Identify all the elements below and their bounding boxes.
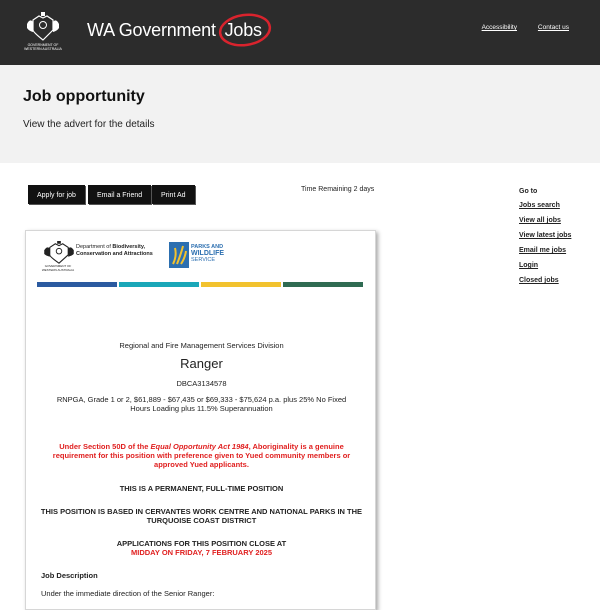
crest-caption: GOVERNMENT OF WESTERN AUSTRALIA <box>24 43 62 51</box>
site-header <box>0 0 600 65</box>
sidenav-item-login[interactable]: Login <box>519 262 539 269</box>
dept-name-bold: Biodiversity, <box>112 244 145 250</box>
color-bar-green <box>283 282 363 287</box>
advert-classification: RNPGA, Grade 1 or 2, $61,889 - $67,435 or $69,333 - $75,624 p.a. plus 25% No Fixed Hours Loading plus 11.5% Superannuation <box>56 395 347 413</box>
eeo-act-name: Equal Opportunity Act 1984 <box>150 442 249 451</box>
brand-color-bars <box>37 282 363 287</box>
eeo-part2: , Aboriginality is a genuine requirement for this position with preference given to Yued community members or approved Yued applicants. <box>52 442 351 469</box>
color-bar-yellow <box>201 282 281 287</box>
brand-jobs <box>225 20 262 41</box>
sidenav-item-view-latest-jobs[interactable]: View latest jobs <box>519 232 572 239</box>
page-subtitle: View the advert for the details <box>23 119 155 130</box>
page-hero <box>0 65 600 163</box>
goto-sidenav <box>519 188 594 292</box>
advert-eeo-statement <box>40 442 363 469</box>
color-bar-teal <box>119 282 199 287</box>
advert-position-title: Ranger <box>180 356 223 371</box>
apply-for-job-button[interactable]: Apply for job <box>28 185 85 204</box>
dept-name-line2: Conservation and Attractions <box>76 251 153 257</box>
advert-permanent-notice: THIS IS A PERMANENT, FULL-TIME POSITION <box>119 484 284 493</box>
wa-government-crest-logo[interactable] <box>24 12 62 52</box>
pws-line2: WILDLIFE <box>191 250 225 257</box>
color-bar-blue <box>37 282 117 287</box>
sidenav-item-email-me-jobs[interactable]: Email me jobs <box>519 247 567 254</box>
brand-main-text: WA Government <box>87 20 216 40</box>
parks-wildlife-text <box>191 244 224 263</box>
parks-wildlife-logo <box>169 242 239 268</box>
email-a-friend-button[interactable]: Email a Friend <box>88 185 151 204</box>
site-brand[interactable] <box>87 20 262 41</box>
advert-close-heading: APPLICATIONS FOR THIS POSITION CLOSE AT <box>116 539 287 548</box>
print-ad-button[interactable]: Print Ad <box>152 185 195 204</box>
contact-us-link[interactable]: Contact us <box>537 24 569 31</box>
sidenav-item-jobs-search[interactable]: Jobs search <box>519 202 560 209</box>
job-description-heading: Job Description <box>41 571 98 580</box>
dept-crest-caption: GOVERNMENT OF WESTERN AUSTRALIA <box>41 264 75 272</box>
pws-line3: SERVICE <box>191 257 216 263</box>
brand-jobs-text: Jobs <box>224 20 262 40</box>
pws-line1: PARKS AND <box>191 244 224 250</box>
time-remaining: Time Remaining 2 days <box>301 186 375 193</box>
crest-icon <box>24 12 62 42</box>
eeo-part1: Under Section 50D of the <box>59 442 151 451</box>
advert-division: Regional and Fire Management Services Division <box>119 341 284 350</box>
advert-location: THIS POSITION IS BASED IN CERVANTES WORK CENTRE AND NATIONAL PARKS IN THE TURQUOISE COAST DISTRICT <box>40 507 363 525</box>
job-advert <box>25 230 376 610</box>
kangaroo-paw-icon <box>169 242 189 268</box>
advert-reference: DBCA3134578 <box>176 379 227 388</box>
department-name <box>76 244 153 258</box>
accessibility-link[interactable]: Accessibility <box>481 24 517 31</box>
sidenav-heading: Go to <box>519 188 538 195</box>
job-description-intro: Under the immediate direction of the Senior Ranger: <box>41 589 215 598</box>
page-title: Job opportunity <box>23 88 145 105</box>
dept-name-prefix: Department of <box>76 244 113 250</box>
crest-icon <box>40 241 78 265</box>
advert-close-date: MIDDAY ON FRIDAY, 7 FEBRUARY 2025 <box>130 548 273 557</box>
sidenav-item-closed-jobs[interactable]: Closed jobs <box>519 277 559 284</box>
sidenav-item-view-all-jobs[interactable]: View all jobs <box>519 217 561 224</box>
